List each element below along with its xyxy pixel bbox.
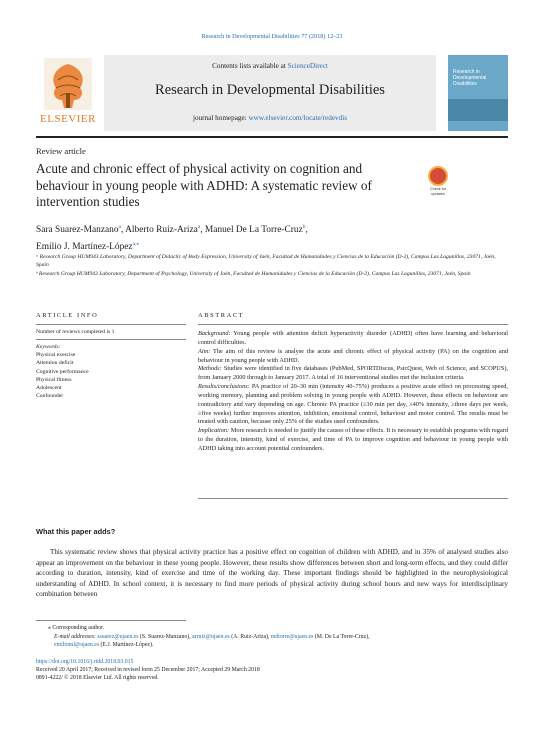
- check-for-updates-badge[interactable]: [424, 166, 452, 200]
- author-name[interactable]: Emilio J. Martínez-López: [36, 241, 133, 252]
- footnotes: [36, 624, 508, 650]
- homepage-link[interactable]: www.elsevier.com/locate/redevdis: [248, 114, 348, 122]
- keyword: Physical fitness: [36, 376, 72, 383]
- author-affiliation-mark[interactable]: a: [118, 224, 121, 230]
- abstract-divider: [198, 324, 508, 325]
- section-label: Implication:: [198, 427, 230, 435]
- reviews-divider: [36, 339, 186, 340]
- section-text: Studies were identified in five databases (PubMed, SPORTDiscus, PsicQuest, Web of Science, and SCOPUS), from January 2000 through to January 2017. A total of 16 interventional studies met the inclusion criteria.: [198, 365, 508, 382]
- body-paragraph: This systematic review shows that physical activity practice has a positive effect on cognition of children with ADHD, and in 35% of analysed studies also appear an improvement on the behaviour in these young people. However, these results show differences between short and long-term effects, and they could differ according to duration, intensity, kind of exercise and time of the working day. These important findings should be highlighted in the neurophysiological understanding of ADHD. In school context, it is necessary to find more periods of physical activity during school hours and new ways for interdisciplinary combination between: [36, 548, 508, 598]
- email-link[interactable]: mdtorre@ujaen.es: [270, 633, 314, 640]
- masthead-divider: [36, 136, 508, 138]
- article-type: Review article: [36, 146, 86, 156]
- article-meta: [36, 659, 508, 683]
- cover-band: [448, 99, 508, 121]
- email-owner: (A. Ruiz-Ariza),: [229, 633, 271, 640]
- email-owner: (E.J. Martínez-López).: [99, 642, 154, 649]
- section-text: More research is needed to justify the causes of these effects. It is necessary to establish programs with regard to the duration, intensity, kind of exercise, and time of PA to improve cognition and behaviour in young people with ADHD taking into account potential confounders.: [198, 427, 508, 452]
- keyword: Cognitive performance: [36, 368, 89, 375]
- keywords-label: Keywords:: [36, 344, 61, 350]
- affiliations: [36, 253, 506, 278]
- section-label: Results/conclusions:: [198, 383, 250, 391]
- author-name[interactable]: Sara Suarez-Manzano: [36, 225, 119, 236]
- homepage-prefix: journal homepage:: [192, 114, 249, 122]
- email-owner: (S. Suarez-Manzano),: [138, 633, 193, 640]
- email-link[interactable]: arruiz@ujaen.es: [192, 633, 230, 640]
- section-text: The aim of this review is analyse the acute and chronic effect of physical activity (PA) on the cognition and behaviour in young people with ADHD.: [198, 347, 508, 364]
- journal-title: Research in Developmental Disabilities: [155, 82, 385, 98]
- abstract-background: [198, 330, 508, 348]
- journal-reference[interactable]: Research in Developmental Disabilities 77 (2018) 12–23: [201, 33, 343, 40]
- author-affiliation-mark[interactable]: b: [302, 224, 306, 230]
- publisher-name: ELSEVIER: [40, 113, 96, 125]
- section-label: Background:: [198, 330, 231, 337]
- journal-cover[interactable]: [448, 55, 508, 131]
- keyword: Adolescent: [36, 385, 62, 392]
- corresponding-author-note: ⁎ Corresponding author.: [48, 625, 105, 631]
- section-text: Young people with attention deficit hyperactivity disorder (ADHD) often have learning and behavioral control difficulties.: [198, 330, 508, 346]
- article-info-heading: ARTICLE INFO: [36, 312, 99, 319]
- section-text: PA practice of 20–30 min (intensity 40–75%) produces a positive acute effect on processing speed, working memory, planning and problem solving in young people with ADHD. However, these effects on behaviour are contradictory and vary depending on age. Chronic PA practice (≥30 min per day, ≥40% intensity, ≥three days per week, ≥five weeks) further improves attention, inhibition, emotional control, behaviour and motor control. The results must be treated with caution, because only 25% of the studies used confounders.: [198, 383, 508, 426]
- received-dates: Received 20 April 2017; Received in revised form 25 December 2017; Accepted 29 March 2018: [36, 666, 260, 673]
- sciencedirect-link[interactable]: ScienceDirect: [287, 62, 328, 70]
- doi-link[interactable]: https://doi.org/10.1016/j.ridd.2018.03.015: [36, 659, 134, 665]
- abstract-results: [198, 383, 508, 427]
- crossmark-icon: [428, 166, 448, 186]
- email-link[interactable]: emilioml@ujaen.es: [54, 642, 100, 649]
- section-label: Methods:: [198, 365, 222, 373]
- email-link[interactable]: ssuarez@ujaen.es: [97, 633, 139, 640]
- keyword: Confounder: [36, 393, 64, 400]
- email-addresses: [36, 633, 508, 650]
- contents-line: [104, 62, 436, 70]
- abstract-methods: [198, 365, 508, 383]
- elsevier-tree-icon: [44, 58, 92, 110]
- keyword: Physical exercise: [36, 352, 76, 359]
- article-info-divider: [36, 324, 186, 325]
- author-affiliation-mark[interactable]: a: [197, 224, 201, 230]
- reviews-count: Number of reviews completed is 1: [36, 329, 115, 335]
- affiliation-a: ᵃ Research Group HUM943 Laboratory, Department of Didactic of Body Expression, University of Jaén, Facultad de Humanidades y Ciencias de la Educación (D-2), Campus Las Lagunillas, 23071, Jaén, Spain: [36, 254, 496, 269]
- contents-prefix: Contents lists available at: [212, 62, 288, 70]
- abstract-aim: [198, 348, 508, 366]
- abstract-body: [198, 330, 508, 454]
- email-label: E-mail addresses:: [54, 633, 96, 640]
- article-title: Acute and chronic effect of physical activity on cognition and behaviour in young people with ADHD: A systematic review of intervention studies: [36, 161, 372, 209]
- cover-title: Research in Developmental Disabilities: [453, 69, 487, 87]
- abstract-implication: [198, 427, 508, 454]
- section-heading: What this paper adds?: [36, 527, 116, 536]
- author-affiliation-mark[interactable]: a,⁎: [132, 240, 140, 247]
- affiliation-b: ᵇ Research Group HUM943 Laboratory, Department of Psychology, University of Jaén, Facultad de Humanidades y Ciencias de la Educación (D-2), Campus Las Lagunillas, 23071, Jaén, Spain: [36, 270, 471, 277]
- abstract-end-divider: [198, 498, 508, 499]
- abstract-heading: ABSTRACT: [198, 312, 245, 319]
- keyword: Attention deficit: [36, 360, 74, 367]
- footnote-divider: [36, 620, 186, 621]
- author-name[interactable]: Manuel De La Torre-Cruz: [204, 225, 303, 236]
- elsevier-logo: [36, 55, 100, 131]
- issn-copyright: 0891-4222/ © 2018 Elsevier Ltd. All rights reserved.: [36, 674, 159, 681]
- author-list: Sara Suarez-Manzano$^a$, Alberto Ruiz-Ariza$^a$, Manuel De La Torre-Cruz$^b$, Emilio J. Martínez-López$^{a,⁎}$: [36, 224, 308, 252]
- email-owner: (M. De La Torre-Cruz),: [313, 633, 370, 640]
- homepage-line: [104, 114, 436, 122]
- crossmark-label: Check for updates: [429, 187, 447, 196]
- keywords-block: [36, 343, 186, 400]
- section-label: Aim:: [198, 347, 211, 355]
- author-name[interactable]: Alberto Ruiz-Ariza: [125, 225, 198, 236]
